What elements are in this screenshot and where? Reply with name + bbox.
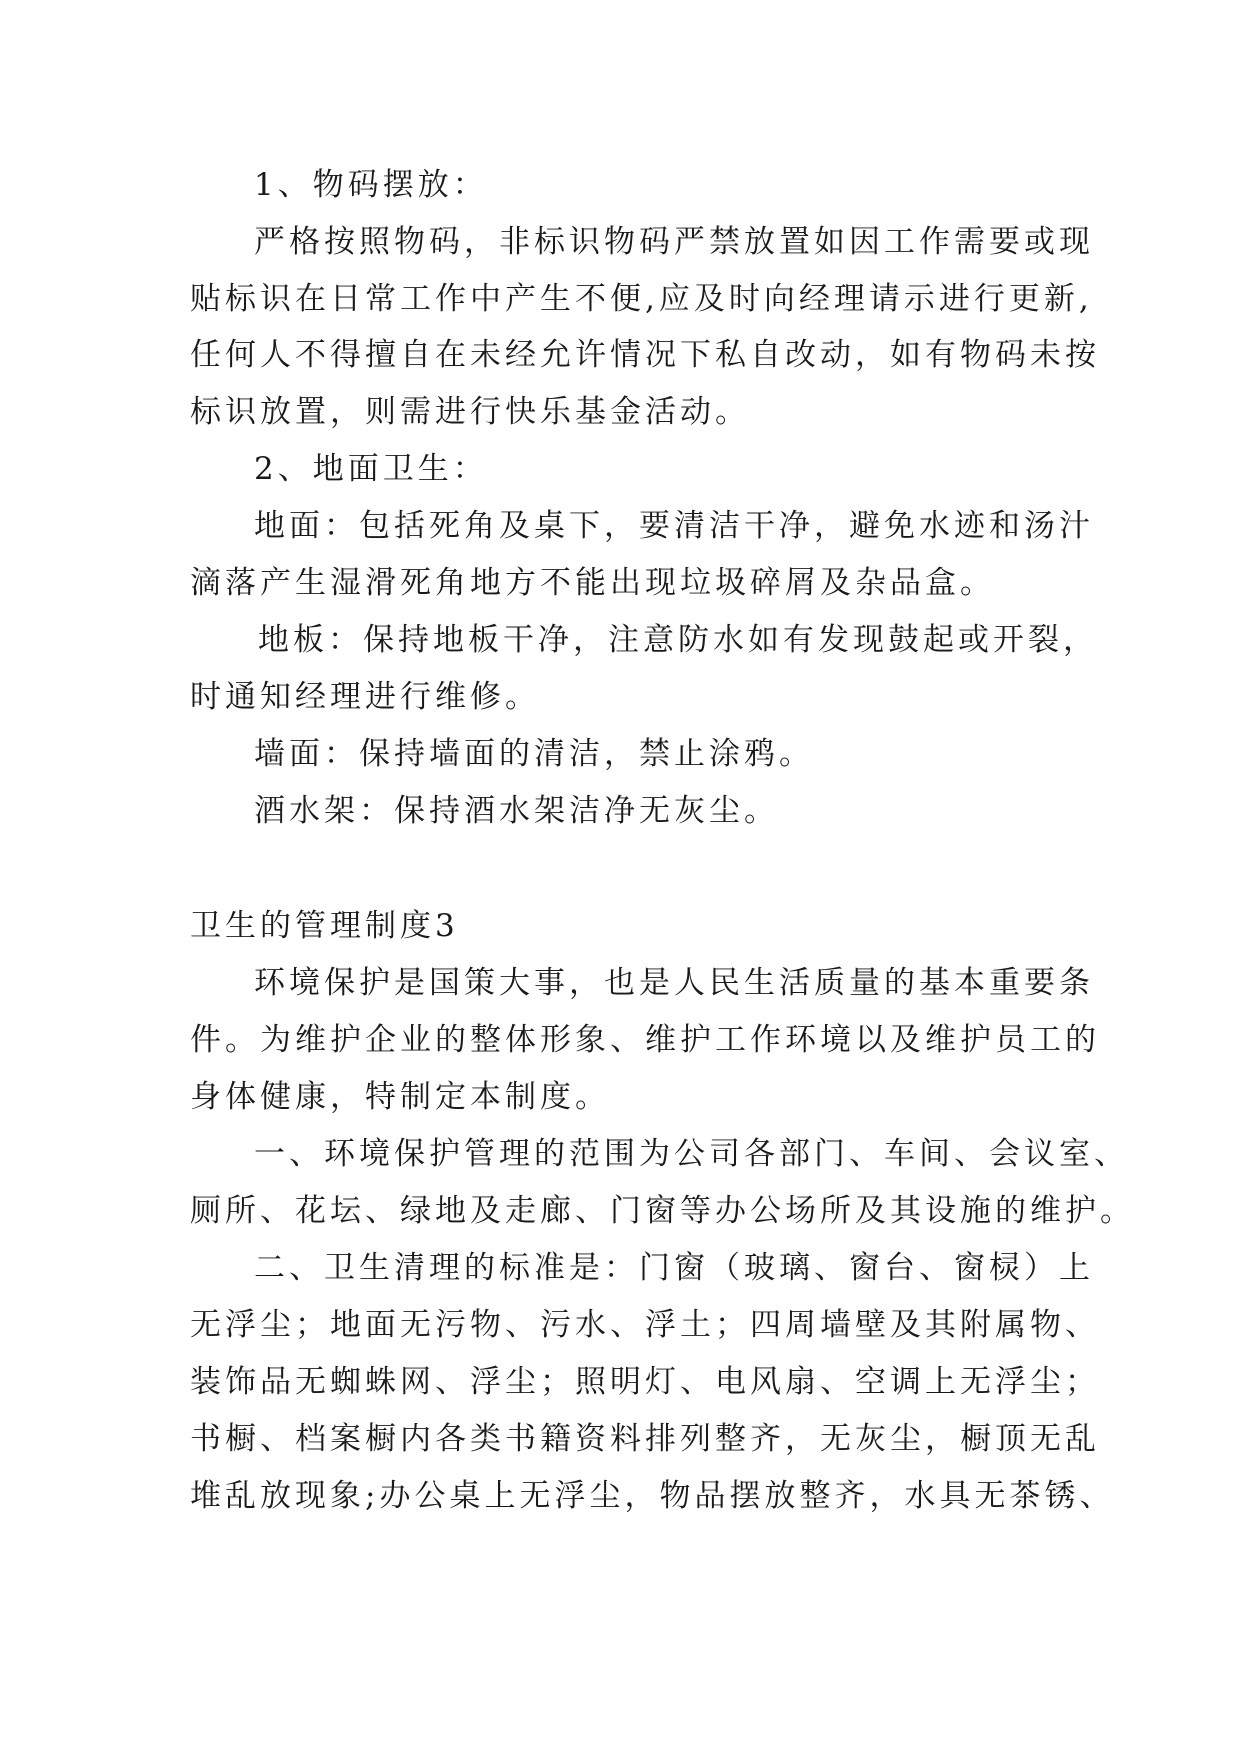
paragraph-line: 装饰品无蜘蛛网、浮尘；照明灯、电风扇、空调上无浮尘； [190, 1364, 1100, 1400]
paragraph-line: 任何人不得擅自在未经允许情况下私自改动，如有物码未按 [190, 337, 1100, 373]
paragraph-line: 时通知经理进行维修。 [190, 679, 540, 715]
paragraph-line: 一、环境保护管理的范围为公司各部门、车间、会议室、 [254, 1136, 1129, 1172]
paragraph-line: 贴标识在日常工作中产生不便,应及时向经理请示进行更新, [190, 281, 1093, 317]
paragraph-line: 身体健康，特制定本制度。 [190, 1079, 610, 1115]
paragraph-line: 件。为维护企业的整体形象、维护工作环境以及维护员工的 [190, 1022, 1100, 1058]
paragraph-line: 堆乱放现象;办公桌上无浮尘，物品摆放整齐，水具无茶锈、 [190, 1478, 1115, 1514]
paragraph-line: 地板：保持地板干净，注意防水如有发现鼓起或开裂， [258, 622, 1098, 658]
paragraph-line: 无浮尘；地面无污物、污水、浮土；四周墙壁及其附属物、 [190, 1307, 1100, 1343]
paragraph-line: 滴落产生湿滑死角地方不能出现垃圾碎屑及杂品盒。 [190, 565, 995, 601]
paragraph-line: 环境保护是国策大事，也是人民生活质量的基本重要条 [254, 965, 1094, 1001]
paragraph-line: 标识放置，则需进行快乐基金活动。 [190, 394, 750, 430]
paragraph-line: 书橱、档案橱内各类书籍资料排列整齐，无灰尘，橱顶无乱 [190, 1421, 1100, 1457]
paragraph-line: 地面：包括死角及桌下，要清洁干净，避免水迹和汤汁 [254, 508, 1094, 544]
section-heading-item-placement: 1、物码摆放： [254, 167, 488, 203]
paragraph-line: 二、卫生清理的标准是：门窗（玻璃、窗台、窗棂）上 [254, 1250, 1094, 1286]
paragraph-line: 厕所、花坛、绿地及走廊、门窗等办公场所及其设施的维护。 [190, 1193, 1135, 1229]
paragraph-line: 酒水架：保持酒水架洁净无灰尘。 [254, 793, 779, 829]
section-heading-floor-hygiene: 2、地面卫生： [254, 451, 488, 487]
section-title-hygiene-rules-3: 卫生的管理制度3 [190, 908, 459, 944]
paragraph-line: 严格按照物码，非标识物码严禁放置如因工作需要或现 [254, 224, 1094, 260]
paragraph-line: 墙面：保持墙面的清洁，禁止涂鸦。 [254, 736, 814, 772]
